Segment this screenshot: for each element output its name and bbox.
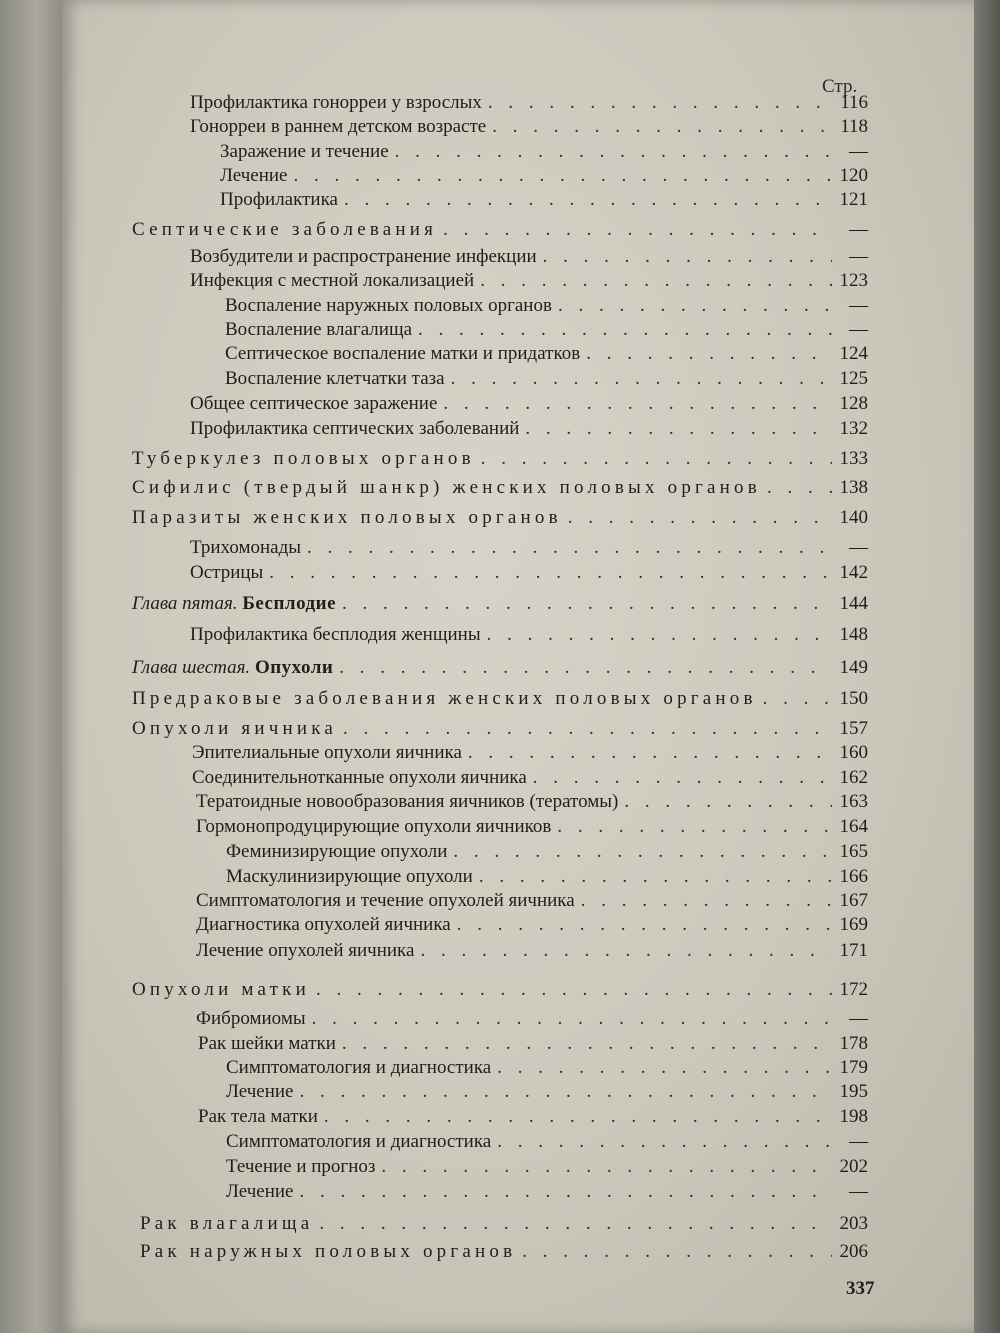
toc-entry-page: 150 (839, 688, 868, 709)
toc-entry-page: — (849, 295, 868, 316)
toc-entry-title: Инфекция с местной локализацией (190, 270, 475, 291)
toc-entry-page: 149 (839, 657, 868, 678)
dot-leader (344, 189, 832, 211)
dot-leader (343, 718, 832, 740)
toc-entry (190, 270, 868, 292)
toc-entry-page: 120 (839, 165, 868, 186)
page-column-label: Стр. (822, 76, 858, 97)
toc-entry-title: Заражение и течение (220, 141, 389, 162)
toc-entry-title: Возбудители и распространение инфекции (190, 246, 537, 267)
toc-entry-page: — (849, 1008, 868, 1029)
toc-entry-title: Опухоли яичника (132, 718, 337, 739)
toc-entry-page: — (849, 141, 868, 162)
toc-entry-page: — (849, 1131, 868, 1152)
toc-entry-page: 128 (839, 393, 868, 414)
toc-entry-page: 167 (839, 890, 868, 911)
toc-entry-title: Рак влагалища (140, 1213, 314, 1234)
toc-entry-title: Рак шейки матки (198, 1033, 336, 1054)
toc-entry-title: Сифилис (твердый шанкр) женских половых органов (132, 477, 761, 498)
toc-entry-page: — (849, 1181, 868, 1202)
toc-entry (226, 841, 868, 863)
dot-leader (763, 688, 832, 710)
toc-entry-page: 124 (839, 343, 868, 364)
dot-leader (339, 657, 832, 679)
toc-entry-title: Воспаление клетчатки таза (225, 368, 445, 389)
dot-leader (480, 270, 832, 292)
dot-leader (307, 537, 832, 559)
toc-entry-title: Симптоматология и диагностика (226, 1131, 492, 1152)
toc-entry (132, 477, 868, 499)
toc-entry (225, 368, 868, 390)
toc-entry-page: 179 (839, 1057, 868, 1078)
toc-entry (190, 92, 868, 114)
dot-leader (319, 1213, 832, 1235)
dot-leader (487, 624, 832, 646)
toc-entry-title: Опухоли матки (132, 979, 310, 1000)
toc-entry (132, 448, 868, 470)
dot-leader (269, 562, 832, 584)
toc-entry-title: Профилактика бесплодия женщины (190, 624, 481, 645)
toc-entry (196, 890, 868, 912)
toc-entry-title: Соединительнотканные опухоли яичника (192, 767, 527, 788)
toc-entry-page: 203 (839, 1213, 868, 1234)
toc-entry-page: 148 (839, 624, 868, 645)
dot-leader (522, 1241, 832, 1263)
dot-leader (568, 507, 832, 529)
toc-entry (196, 914, 868, 936)
toc-entry (220, 165, 868, 187)
toc-entry-page: — (849, 219, 868, 240)
dot-leader (497, 1057, 832, 1079)
toc-entry-page: 133 (839, 448, 868, 469)
toc-entry (198, 1106, 868, 1128)
dot-leader (581, 890, 832, 912)
toc-entry (226, 1057, 868, 1079)
toc-entry-page: 169 (839, 914, 868, 935)
toc-entry-page: 132 (839, 418, 868, 439)
dot-leader (533, 767, 832, 789)
toc-entry-title: Трихомонады (190, 537, 302, 558)
toc-entry (132, 593, 868, 615)
toc-entry-title: Воспаление влагалища (225, 319, 413, 340)
dot-leader (488, 92, 832, 114)
toc-entry-page: — (849, 246, 868, 267)
toc-entry (196, 816, 868, 838)
toc-entry (132, 657, 868, 679)
toc-entry (190, 246, 868, 268)
toc-entry (132, 979, 868, 1001)
toc-entry-page: 172 (839, 979, 868, 1000)
toc-entry-title: Септическое воспаление матки и придатков (225, 343, 581, 364)
toc-entry-title: Лечение (220, 165, 288, 186)
dot-leader (481, 448, 832, 470)
toc-entry-title: Паразиты женских половых органов (132, 507, 562, 528)
toc-entry-page: 116 (840, 92, 868, 113)
toc-entry-page: 118 (840, 116, 868, 137)
toc-entry (226, 1181, 868, 1203)
toc-entry-title: Предраковые заболевания женских половых органов (132, 688, 757, 709)
dot-leader (453, 841, 832, 863)
toc-entry-page: 165 (839, 841, 868, 862)
toc-entry (225, 295, 868, 317)
dot-leader (342, 1033, 832, 1055)
toc-entry-page: 178 (839, 1033, 868, 1054)
page-number: 337 (846, 1278, 875, 1299)
dot-leader (395, 141, 832, 163)
dot-leader (767, 477, 832, 499)
toc-entry (196, 791, 868, 813)
toc-entry (190, 393, 868, 415)
toc-entry-title (132, 593, 336, 615)
page-stack-edge (974, 0, 1000, 1333)
dot-leader (418, 319, 832, 341)
toc-entry (226, 1156, 868, 1178)
toc-entry (220, 189, 868, 211)
toc-entry-page: — (849, 537, 868, 558)
toc-entry-title: Туберкулез половых органов (132, 448, 475, 469)
toc-entry-page: 157 (839, 718, 868, 739)
dot-leader (557, 816, 832, 838)
toc-entry (132, 507, 868, 529)
dot-leader (479, 866, 832, 888)
toc-entry-page: 206 (839, 1241, 868, 1262)
toc-entry-page: 138 (839, 477, 868, 498)
toc-entry-title: Лечение (226, 1081, 294, 1102)
toc-entry-page: 160 (839, 742, 868, 763)
toc-entry (190, 537, 868, 559)
dot-leader (586, 343, 832, 365)
toc-entry-title: Рак тела матки (198, 1106, 318, 1127)
toc-entry-title: Рак наружных половых органов (140, 1241, 517, 1262)
toc-entry-page: 202 (839, 1156, 868, 1177)
toc-entry (220, 141, 868, 163)
toc-entry-title (132, 657, 333, 679)
toc-entry (140, 1213, 868, 1235)
toc-entry (225, 343, 868, 365)
toc-entry-page: 125 (839, 368, 868, 389)
toc-entry-title: Симптоматология и диагностика (226, 1057, 492, 1078)
toc-entry (225, 319, 868, 341)
toc-entry (190, 562, 868, 584)
toc-entry-page: 162 (839, 767, 868, 788)
toc-entry-title: Септические заболевания (132, 219, 438, 240)
chapter-title: Опухоли (254, 657, 334, 678)
dot-leader (312, 1008, 832, 1030)
toc-entry (132, 718, 868, 740)
toc-entry (226, 1131, 868, 1153)
toc-entry-page: 164 (839, 816, 868, 837)
toc-entry (192, 767, 868, 789)
toc-entry-title: Лечение (226, 1181, 294, 1202)
toc-entry-title: Острицы (190, 562, 264, 583)
dot-leader (420, 940, 832, 962)
dot-leader (316, 979, 832, 1001)
dot-leader (451, 368, 832, 390)
toc-entry-title: Феминизирующие опухоли (226, 841, 448, 862)
dot-leader (543, 246, 832, 268)
dot-leader (299, 1181, 832, 1203)
toc-entry-title: Фибромиомы (196, 1008, 306, 1029)
toc-entry-title: Профилактика (220, 189, 338, 210)
toc-entry-page: 142 (839, 562, 868, 583)
toc-entry-page: 140 (839, 507, 868, 528)
toc-entry-title: Течение и прогноз (226, 1156, 376, 1177)
toc-entry-title: Тератоидные новообразования яичников (тератомы) (196, 791, 619, 812)
toc-entry (132, 219, 868, 241)
toc-entry-page: 163 (839, 791, 868, 812)
toc-entry-title: Гормонопродуцирующие опухоли яичников (196, 816, 552, 837)
toc-entry-title: Симптоматология и течение опухолей яичника (196, 890, 575, 911)
toc-entry-page: 195 (839, 1081, 868, 1102)
toc-entry (196, 1008, 868, 1030)
toc-entry-title: Гонорреи в раннем детском возрасте (190, 116, 487, 137)
toc-entry-title: Воспаление наружных половых органов (225, 295, 552, 316)
toc-entry-page: 144 (839, 593, 868, 614)
toc-entry-title: Профилактика гонорреи у взрослых (190, 92, 482, 113)
toc-entry-page: 166 (839, 866, 868, 887)
chapter-title: Бесплодие (242, 593, 337, 614)
toc-entry (226, 1081, 868, 1103)
toc-entry (196, 940, 868, 962)
toc-entry (190, 418, 868, 440)
toc-entry-title: Эпителиальные опухоли яичника (192, 742, 462, 763)
toc-entry (132, 688, 868, 710)
dot-leader (324, 1106, 832, 1128)
toc-entry-page: — (849, 319, 868, 340)
toc-entry (190, 116, 868, 138)
dot-leader (299, 1081, 832, 1103)
toc-entry-page: 198 (839, 1106, 868, 1127)
toc-entry-title: Общее септическое заражение (190, 393, 438, 414)
dot-leader (468, 742, 832, 764)
dot-leader (457, 914, 832, 936)
chapter-prefix: Глава пятая. (132, 593, 238, 614)
toc-entry-page: 123 (839, 270, 868, 291)
dot-leader (293, 165, 832, 187)
dot-leader (342, 593, 832, 615)
toc-entry (190, 624, 868, 646)
dot-leader (558, 295, 832, 317)
toc-entry-title: Маскулинизирующие опухоли (226, 866, 473, 887)
toc-entry-page: 121 (839, 189, 868, 210)
toc-entry-page: 171 (839, 940, 868, 961)
previous-page-edge (0, 0, 62, 1333)
toc-entry-title: Профилактика септических заболеваний (190, 418, 520, 439)
dot-leader (443, 219, 832, 241)
dot-leader (492, 116, 832, 138)
chapter-prefix: Глава шестая. (132, 657, 251, 678)
toc-entry (192, 742, 868, 764)
toc-entry (198, 1033, 868, 1055)
dot-leader (525, 418, 832, 440)
toc-entry-title: Лечение опухолей яичника (196, 940, 415, 961)
dot-leader (443, 393, 832, 415)
toc-entry (140, 1241, 868, 1263)
dot-leader (497, 1131, 832, 1153)
toc-entry (226, 866, 868, 888)
toc-entry-title: Диагностика опухолей яичника (196, 914, 451, 935)
dot-leader (624, 791, 832, 813)
dot-leader (381, 1156, 832, 1178)
